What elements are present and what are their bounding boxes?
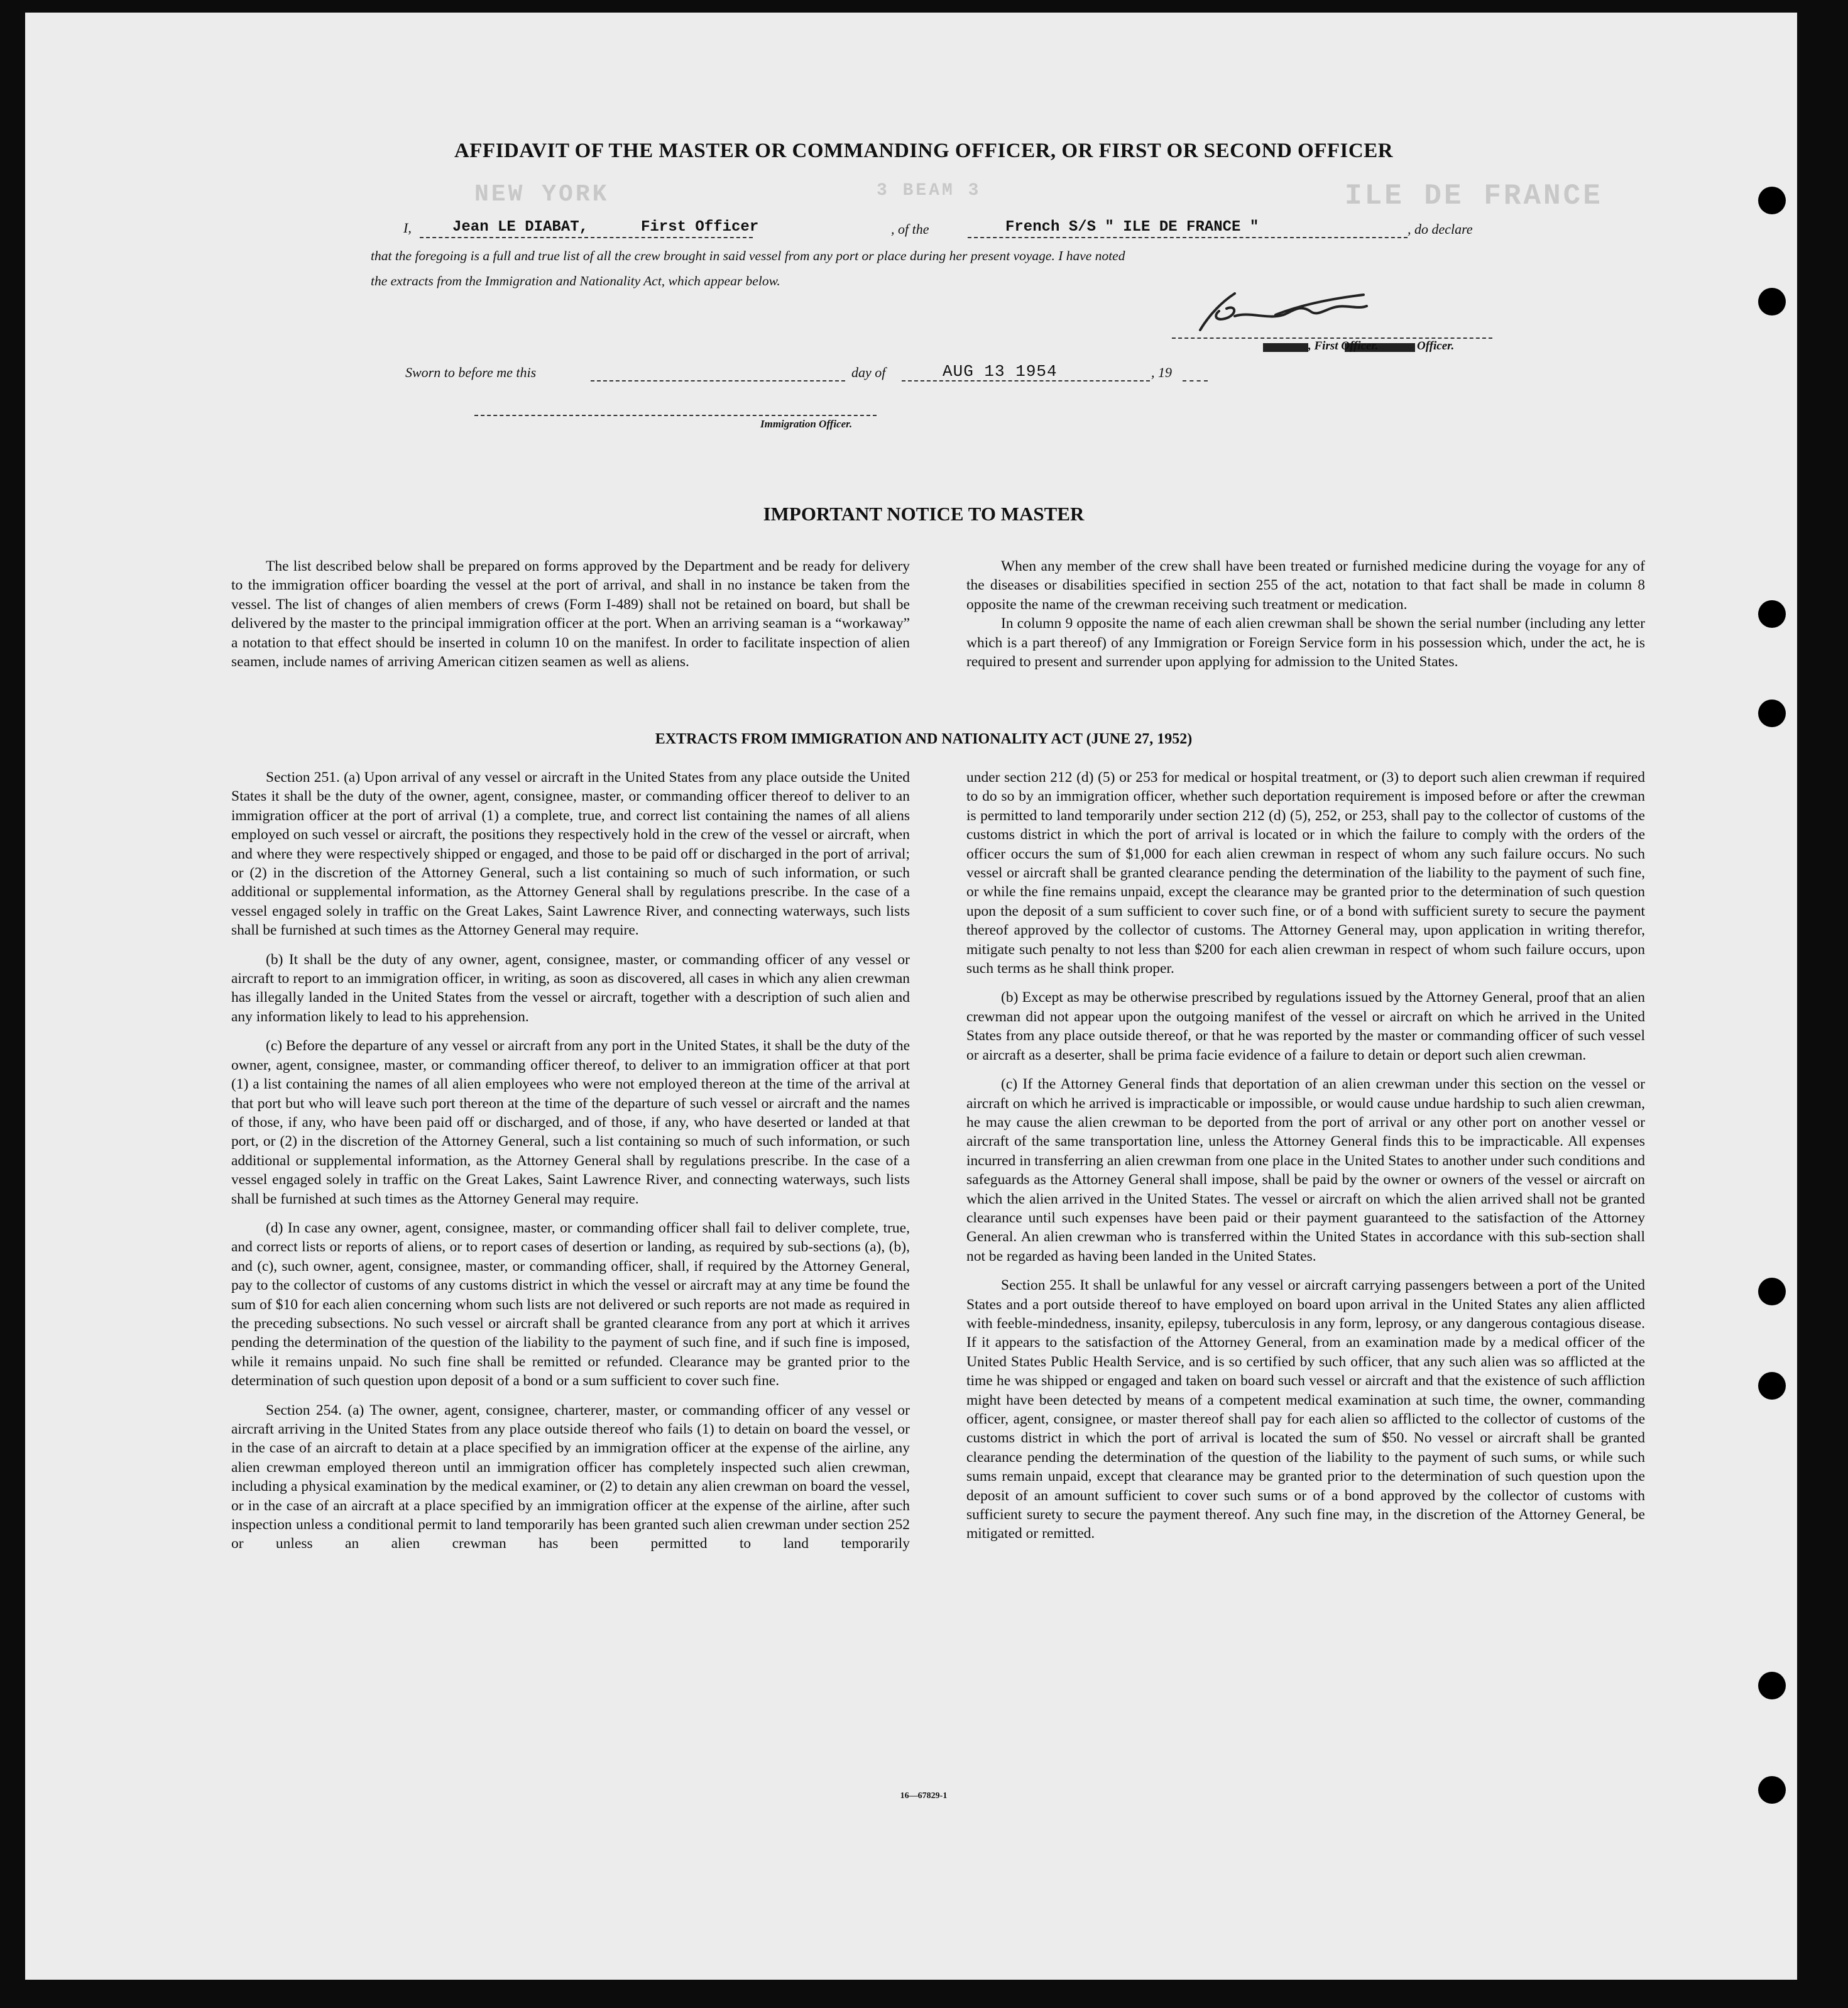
affidavit-line-2: that the foregoing is a full and true list of all the crew brought in said vessel from any port or place during her present voyage. I have noted [371, 248, 1125, 263]
year-field-line [1183, 380, 1208, 381]
binder-hole [1758, 1278, 1786, 1305]
section-254c: (c) If the Attorney General finds that deportation of an alien crewman under this section on the vessel or aircraft on which he arrived is impracticable or impossible, or would cause undue hardship to such alien crewman, he may cause the alien crewman to be deported from the port of arrival or any other port on another vessel or aircraft of the same transportation line, unless the Attorney General finds this to be impracticable. All expenses incurred in transferring an alien crewman from one place in the United States to another under such conditions and safeguards as the Attorney General shall impose, shall be paid by the owner or owners of the vessel or aircraft on which the alien arrived in the United States. The vessel or aircraft on which the alien arrived shall not be granted clearance until such expenses have been paid or their payment guaranteed to the satisfaction of the Attorney General. An alien crewman who is transferred within the United States in accordance with this sub-section shall not be regarded as having been landed in the United States. [966, 1076, 1645, 1265]
affidavit-i: I, [403, 220, 412, 236]
year-label: , 19 [1151, 365, 1172, 380]
section-251b: (b) It shall be the duty of any owner, agent, consignee, master, or commanding officer of any vessel or aircraft to report to an immigration officer, in writing, as soon as discovered, all cases in which any alien crewman has illegally landed in the United States from the vessel or aircraft, together with a description of such alien and any information likely to lead to his apprehension. [231, 951, 910, 1025]
immigration-officer-caption: Immigration Officer. [760, 418, 853, 430]
section-251c: (c) Before the departure of any vessel or aircraft from any port in the United States, it shall be the duty of the owner, agent, consignee, master, or commanding officer thereof, to deliver to an immigration officer at that port (1) a list containing the names of all alien employees who were not employed thereon at the time of the arrival at that port but who will leave such port thereon at the time of the departure of such vessel or aircraft and the names of those, if any, who have been paid off or discharged, and of those, if any, who have deserted or landed at that port, or (2) in the discretion of the Attorney General, such a list containing so much of such information, or such additional or supplemental information, as the Attorney General shall by regulations prescribe. In the case of a vessel engaged solely in traffic on the Great Lakes, Saint Lawrence River, and connecting waterways, such lists shall be furnished at such times as the Attorney General may require. [231, 1038, 910, 1207]
binder-hole [1758, 1672, 1786, 1699]
stamp-left: NEW YORK [474, 181, 610, 208]
sworn-label: Sworn to before me this [405, 365, 537, 380]
binder-hole [1758, 700, 1786, 727]
signature-caption: , First Officer. [1308, 339, 1379, 353]
extracts-title: EXTRACTS FROM IMMIGRATION AND NATIONALITY ACT (JUNE 27, 1952) [655, 731, 1193, 747]
vessel-name: French S/S " ILE DE FRANCE " [1005, 219, 1259, 236]
notice-left-column [231, 557, 910, 681]
day-of-label: day of [851, 365, 886, 380]
section-254b: (b) Except as may be otherwise prescribed by regulations issued by the Attorney General, proof that an alien crewman did not appear upon the outgoing manifest of the vessel or aircraft on which he arrived in the United States from any place outside thereof, or that he was reported by the master or commanding officer of such vessel or aircraft as a deserter, shall be prima facie evidence of a failure to detain or deport such alien crewman. [966, 989, 1645, 1063]
notice-left-paragraph: The list described below shall be prepared on forms approved by the Department and be ready for delivery to the immigration officer boarding the vessel at the port of arrival, and shall in no instance be taken from the vessel. The list of changes of alien members of crews (Form I-489) shall not be retained on board, but shall be delivered by the master to the principal immigration officer at the port. When an arriving seaman is a “workaway” a notation to that effect should be inserted in column 10 on the manifest. In order to facilitate inspection of alien seamen, include names of arriving American citizen seamen as well as aliens. [231, 558, 910, 671]
date-stamp: AUG 13 1954 [943, 362, 1058, 381]
officer-signature [1175, 286, 1470, 336]
section-254a-continued: under section 212 (d) (5) or 253 for medical or hospital treatment, or (3) to deport such alien crewman if required to do so by an immigration officer, whether such deportation requirement is imposed before or after the crewman is permitted to land temporarily under section 212 (d) (5), 252, or 253, shall pay to the collector of customs of the customs district in which the port of arrival is located or in which the failure to comply with the orders of the officer occurs the sum of $1,000 for each alien crewman in respect of whom any such failure occurs. No such vessel or aircraft shall be granted clearance pending the determination of the liability to the payment of such fine, or while the fine remains unpaid, except the clearance may be granted prior to the determination of such question upon the deposit of a sum sufficient to cover such fine, or of a bond with sufficient surety to secure the payment thereof approved by the collector of customs. The Attorney General may, upon application in writing therefor, mitigate such penalty to not less than $200 for each alien crewman in respect of whom such failure occurs, upon such terms as he shall think proper. [966, 769, 1645, 977]
binder-hole [1758, 187, 1786, 214]
stamp-middle: 3 BEAM 3 [877, 181, 981, 200]
signature-caption-officer: Officer. [1417, 339, 1455, 353]
affidavit-title: AFFIDAVIT OF THE MASTER OR COMMANDING OFFICER, OR FIRST OR SECOND OFFICER [454, 140, 1394, 162]
section-254a: Section 254. (a) The owner, agent, consignee, charterer, master, or commanding officer of any vessel or aircraft arriving in the United States from any place outside thereof who fails (1) to detain on board the vessel, or in the case of an aircraft to detain at a place specified by an immigration officer at the expense of the airline, any alien crewman employed thereon until an immigration officer has completely inspected such alien crewman, including a physical examination by the medical examiner, or (2) to detain any alien crewman on board the vessel, or in the case of an aircraft at a place specified by an immigration officer at the expense of the airline, after such inspection unless a conditional permit to land temporarily has been granted such alien crewman under section 252 or unless an alien crewman has been permitted to land temporarily [231, 1402, 910, 1552]
affidavit-line-3: the extracts from the Immigration and Nationality Act, which appear below. [371, 273, 780, 288]
section-251a: Section 251. (a) Upon arrival of any vessel or aircraft in the United States from any place outside the United States it shall be the duty of the owner, agent, consignee, master, or commanding officer thereof to deliver to an immigration officer at the port of arrival (1) a complete, true, and correct list containing the names of all aliens employed on such vessel or aircraft, the positions they respectively hold in the crew of the vessel or aircraft, when and where they were respectively shipped or engaged, and those to be paid off or discharged in the port of arrival; or (2) in the discretion of the Attorney General, such a list containing so much of such information, or such additional or supplemental information, as the Attorney General shall by regulations prescribe. In the case of a vessel engaged solely in traffic on the Great Lakes, Saint Lawrence River, and connecting waterways, such lists shall be furnished at such times as the Attorney General may require. [231, 769, 910, 939]
affidavit-declare: , do declare [1408, 221, 1473, 237]
stamp-right: ILE DE FRANCE [1345, 180, 1603, 212]
section-255: Section 255. It shall be unlawful for any vessel or aircraft carrying passengers between a port of the United States and a port outside thereof to have employed on board upon arrival in the United States any alien afflicted with feeble-mindedness, insanity, epilepsy, tuberculosis in any form, leprosy, or any dangerous contagious disease. If it appears to the satisfaction of the Attorney General, from an examination made by a medical officer of the United States Public Health Service, and is so certified by such officer, that any such alien was so afflicted at the time he was shipped or engaged and taken on board such vessel or aircraft and that the existence of such affliction might have been detected by means of a competent medical examination at such time, the owner, commanding officer, agent, consignee, or master thereof shall pay for each alien so afflicted to the collector of customs of the customs district in which the port of arrival is located the sum of $50. No vessel or aircraft shall be granted clearance pending the determination of the question of the liability to the payment of such sums, or while such sums remain unpaid, except that clearance may be granted prior to the determination of such question upon the deposit of an amount sufficient to cover such sums or of a bond approved by the collector of customs with sufficient surety to secure the payment thereof. Any such fine may, in the discretion of the Attorney General, be mitigated or remitted. [966, 1277, 1645, 1542]
signature-line [1172, 337, 1492, 339]
notice-title: IMPORTANT NOTICE TO MASTER [763, 503, 1085, 525]
form-number: 16—67829-1 [900, 1791, 948, 1801]
name-field-line [420, 237, 753, 238]
notice-right-paragraph-1: When any member of the crew shall have been treated or furnished medicine during the voyage for any of the diseases or disabilities specified in section 255 of the act, notation to that fact shall be made in column 8 opposite the name of the crewman receiving such treatment or medication. [966, 558, 1645, 613]
notice-right-paragraph-2: In column 9 opposite the name of each alien crewman shall be shown the serial number (including any letter which is a part thereof) of any Immigration or Foreign Service form in his possession which, under the act, he is required to present and surrender upon applying for admission to the United States. [966, 615, 1645, 671]
struck-master-word [1263, 343, 1308, 352]
immigration-officer-line [474, 415, 877, 416]
binder-hole [1758, 288, 1786, 315]
extracts-left-column [231, 768, 910, 1564]
officer-name: Jean LE DIABAT, [452, 219, 589, 236]
officer-rank: First Officer [641, 219, 759, 236]
sworn-field-line [591, 380, 845, 381]
vessel-field-line [968, 237, 1408, 238]
binder-hole [1758, 600, 1786, 628]
affidavit-of-the: , of the [891, 221, 929, 237]
binder-hole [1758, 1372, 1786, 1400]
section-251d: (d) In case any owner, agent, consignee, master, or commanding officer shall fail to deliver complete, true, and correct lists or reports of aliens, or to report cases of desertion or landing, as required by sub-sections (a), (b), and (c), such owner, agent, consignee, master, or commanding officer, shall, if required by the Attorney General, pay to the collector of customs of any customs district in which the vessel or aircraft may at any time be found the sum of $10 for each alien concerning whom such lists are not delivered or such reports are not made as required in the preceding subsections. No such vessel or aircraft shall be granted clearance from any port at which it arrives pending the determination of the question of the liability to the payment of such fine, and if such fine is imposed, while it remains unpaid. No such fine shall be remitted or refunded. Clearance may be granted prior to the determination of such question upon deposit of a bond or a sum sufficient to cover such fine. [231, 1219, 910, 1390]
extracts-right-column [966, 768, 1645, 1554]
notice-right-column [966, 557, 1645, 681]
